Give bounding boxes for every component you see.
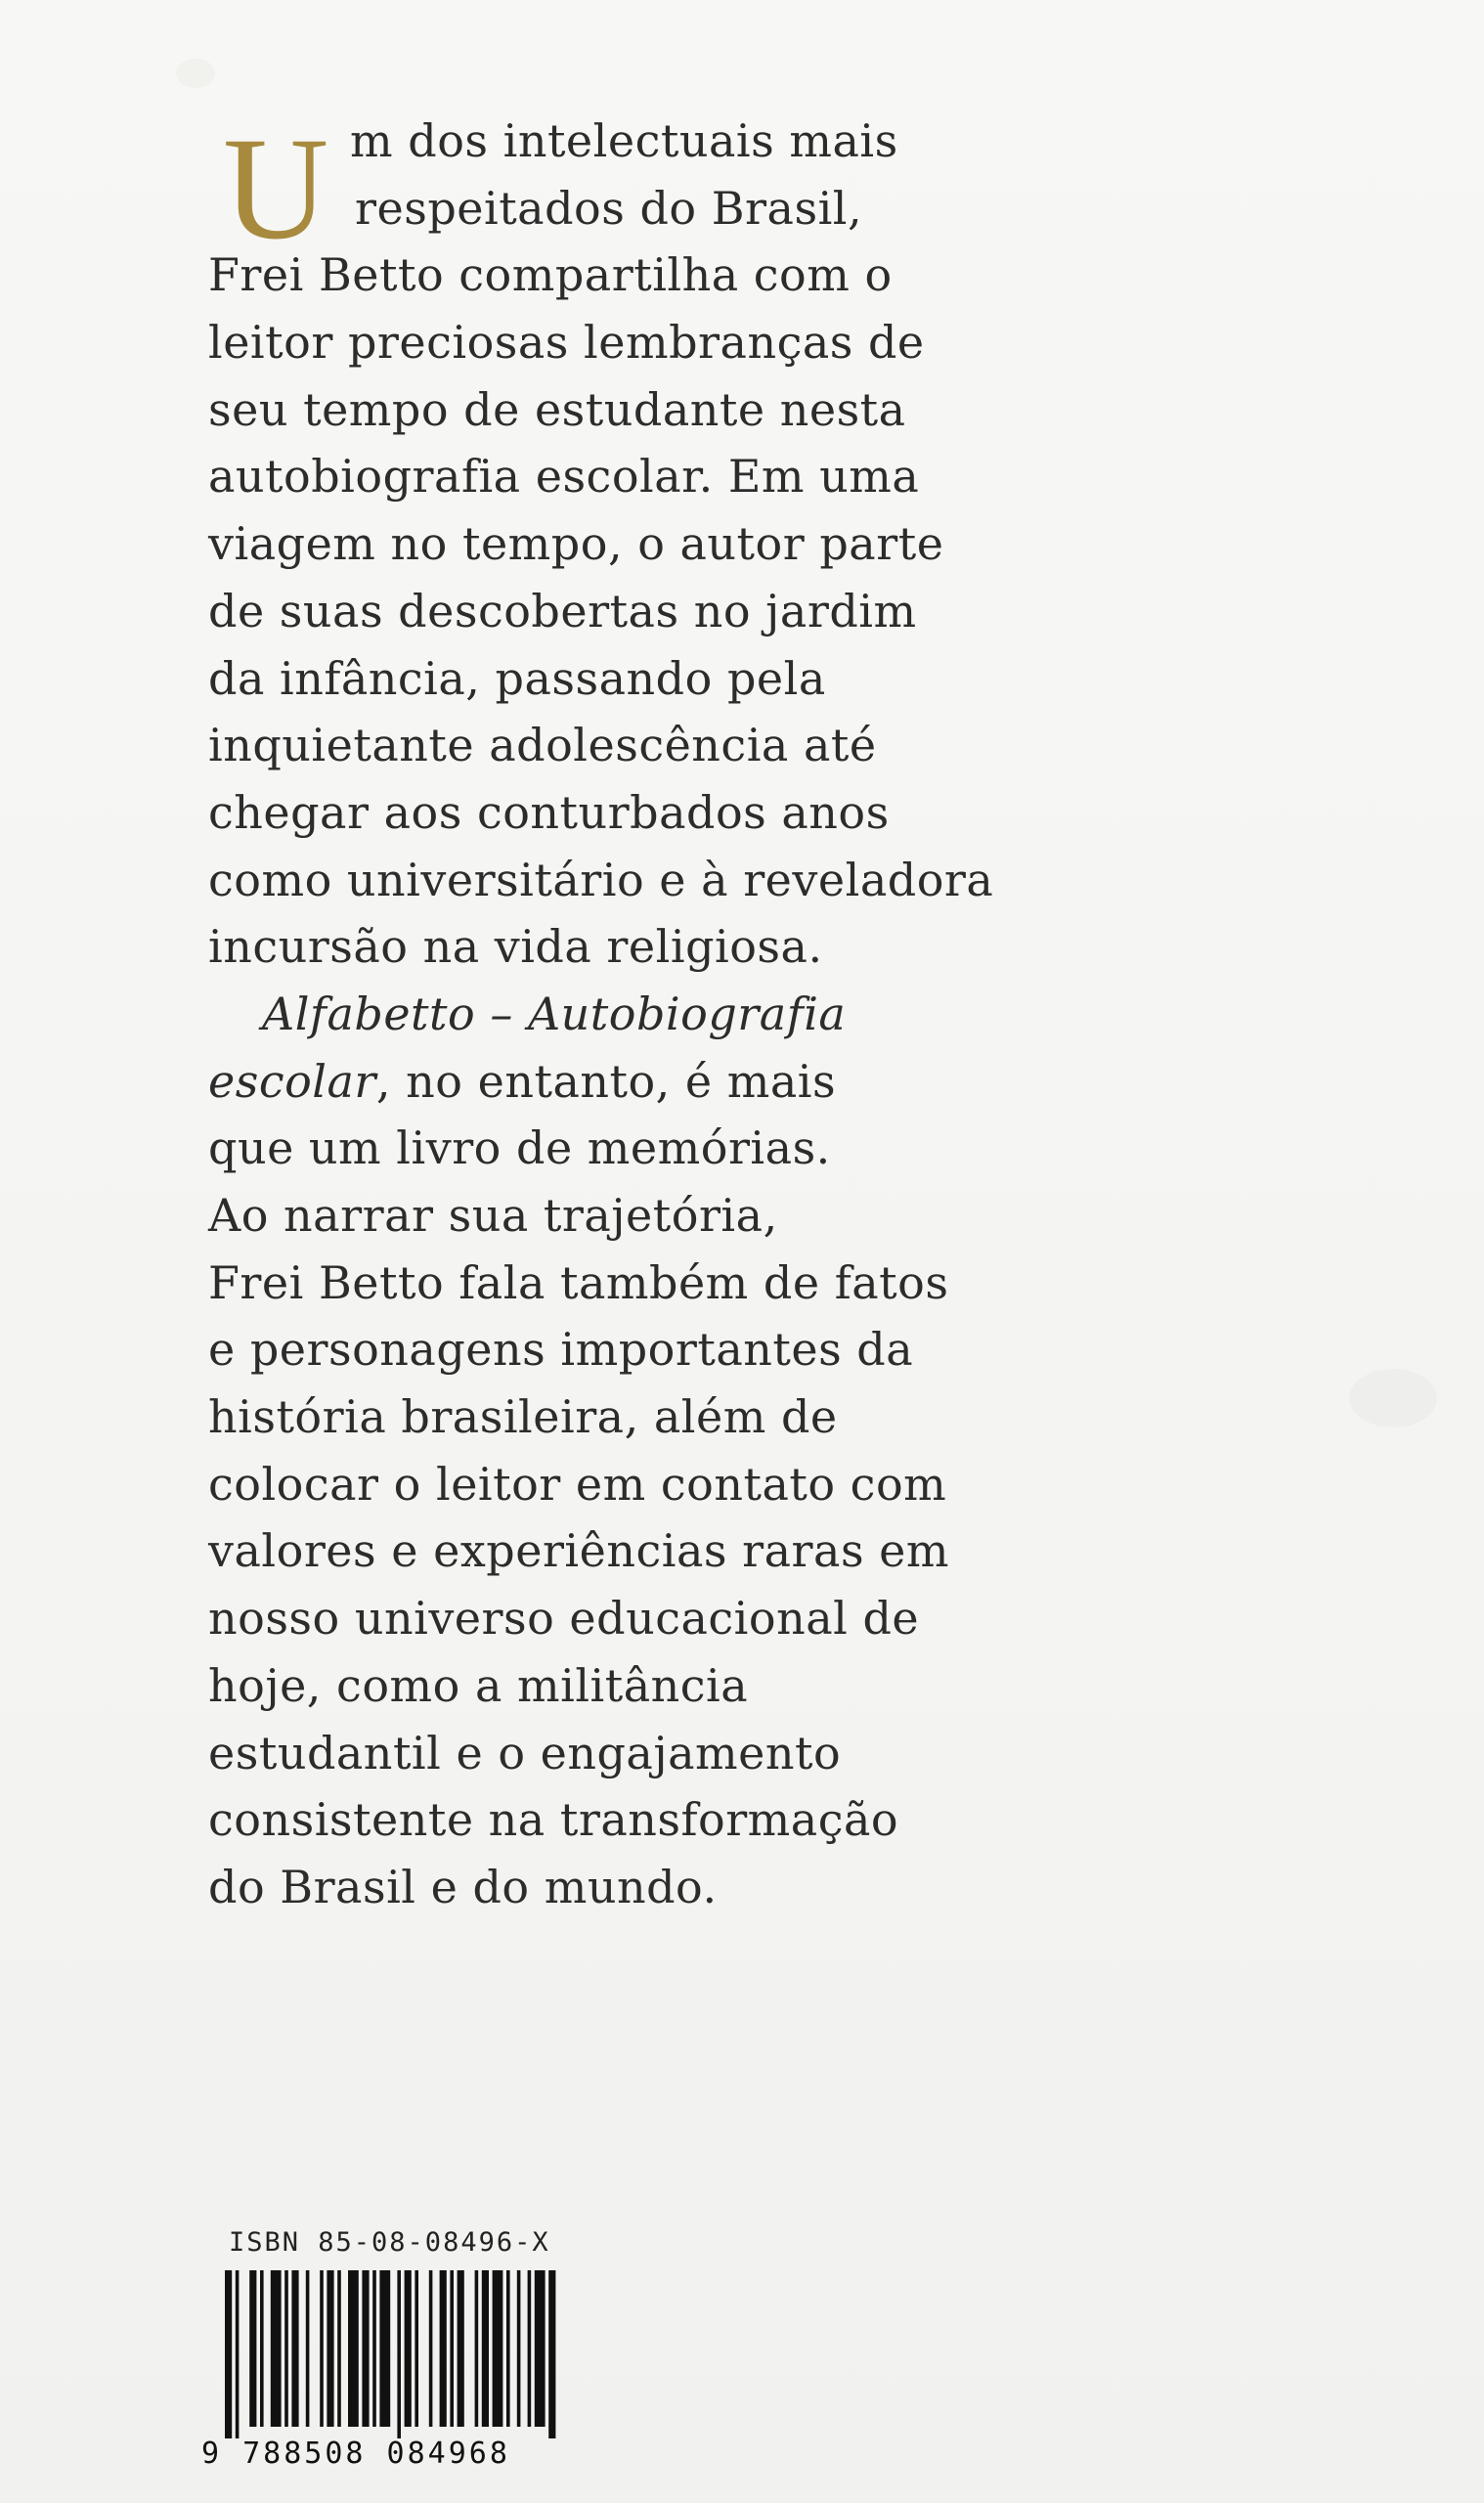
blurb-line: valores e experiências raras em — [208, 1524, 950, 1578]
blurb-fragment: , no entanto, é mais — [375, 1054, 837, 1108]
barcode — [225, 2270, 559, 2438]
isbn-label: ISBN 85-08-08496-X — [229, 2227, 550, 2258]
blurb-line: viagem no tempo, o autor parte — [208, 517, 944, 571]
barcode-bar — [327, 2270, 333, 2427]
blurb-line: estudantil e o engajamento — [208, 1726, 842, 1779]
blurb-line: do Brasil e do mundo. — [208, 1860, 718, 1913]
blurb-line: que um livro de memórias. — [208, 1121, 831, 1175]
barcode-bar — [225, 2270, 232, 2438]
barcode-bar — [379, 2270, 390, 2427]
barcode-bar — [362, 2270, 369, 2427]
blurb-line: história brasileira, além de — [208, 1390, 838, 1444]
blurb-line: nosso universo educacional de — [208, 1592, 920, 1646]
barcode-bar — [482, 2270, 489, 2427]
barcode-bar — [548, 2270, 555, 2438]
blurb-line: m dos intelectuais mais — [350, 114, 898, 167]
blurb-line: Frei Betto compartilha com o — [208, 248, 893, 302]
blurb-line: e personagens importantes da — [208, 1323, 914, 1377]
paper-texture — [1349, 1369, 1437, 1427]
blurb-line: seu tempo de estudante nesta — [208, 382, 906, 436]
blurb-line: da infância, passando pela — [208, 651, 826, 705]
barcode-number: 9 788508 084968 — [201, 2437, 510, 2471]
blurb-text — [208, 108, 994, 1921]
barcode-bar — [291, 2270, 298, 2427]
blurb-line: de suas descobertas no jardim — [208, 584, 917, 637]
barcode-bar — [249, 2270, 256, 2427]
barcode-bar — [306, 2270, 310, 2427]
blurb-line: autobiografia escolar. Em uma — [208, 450, 920, 504]
blurb-line: incursão na vida religiosa. — [208, 920, 823, 974]
barcode-bar — [284, 2270, 288, 2427]
blurb-line: Ao narrar sua trajetória, — [208, 1189, 778, 1242]
barcode-bar — [475, 2270, 479, 2427]
barcode-bar — [348, 2270, 359, 2427]
barcode-bar — [397, 2270, 401, 2438]
barcode-bar — [458, 2270, 464, 2427]
barcode-bar — [535, 2270, 546, 2427]
barcode-bar — [236, 2270, 240, 2438]
blurb-line: respeitados do Brasil, — [355, 181, 863, 235]
book-title-italic: escolar — [208, 1054, 376, 1108]
blurb-line: como universitário e à reveladora — [208, 853, 994, 906]
blurb-line: consistente na transformação — [208, 1793, 899, 1847]
barcode-bar — [372, 2270, 376, 2427]
barcode-bar — [506, 2270, 510, 2427]
barcode-bar — [260, 2270, 264, 2427]
blurb-line — [208, 1048, 951, 1116]
barcode-bar — [320, 2270, 324, 2427]
barcode-bar — [493, 2270, 503, 2427]
blurb-line: Frei Betto fala também de fatos — [208, 1255, 949, 1309]
blurb-line: hoje, como a militância — [208, 1658, 749, 1712]
blurb-line: leitor preciosas lembranças de — [208, 316, 925, 370]
barcode-bar — [415, 2270, 418, 2427]
blurb-line: chegar aos conturbados anos — [208, 785, 890, 839]
barcode-bar — [528, 2270, 532, 2427]
barcode-bar — [405, 2270, 412, 2427]
blurb-line: inquietante adolescência até — [208, 719, 877, 772]
blurb-line — [208, 981, 951, 1048]
drop-cap-letter: U — [223, 108, 329, 270]
blurb-line: colocar o leitor em contato com — [208, 1457, 947, 1511]
book-title-italic: Alfabetto – Autobiografia — [262, 987, 847, 1040]
paper-texture — [176, 59, 215, 88]
barcode-bar — [517, 2270, 521, 2427]
barcode-bar — [440, 2270, 447, 2427]
barcode-bar — [337, 2270, 341, 2427]
barcode-bar — [429, 2270, 433, 2427]
barcode-bar — [450, 2270, 454, 2427]
barcode-bar — [271, 2270, 282, 2427]
